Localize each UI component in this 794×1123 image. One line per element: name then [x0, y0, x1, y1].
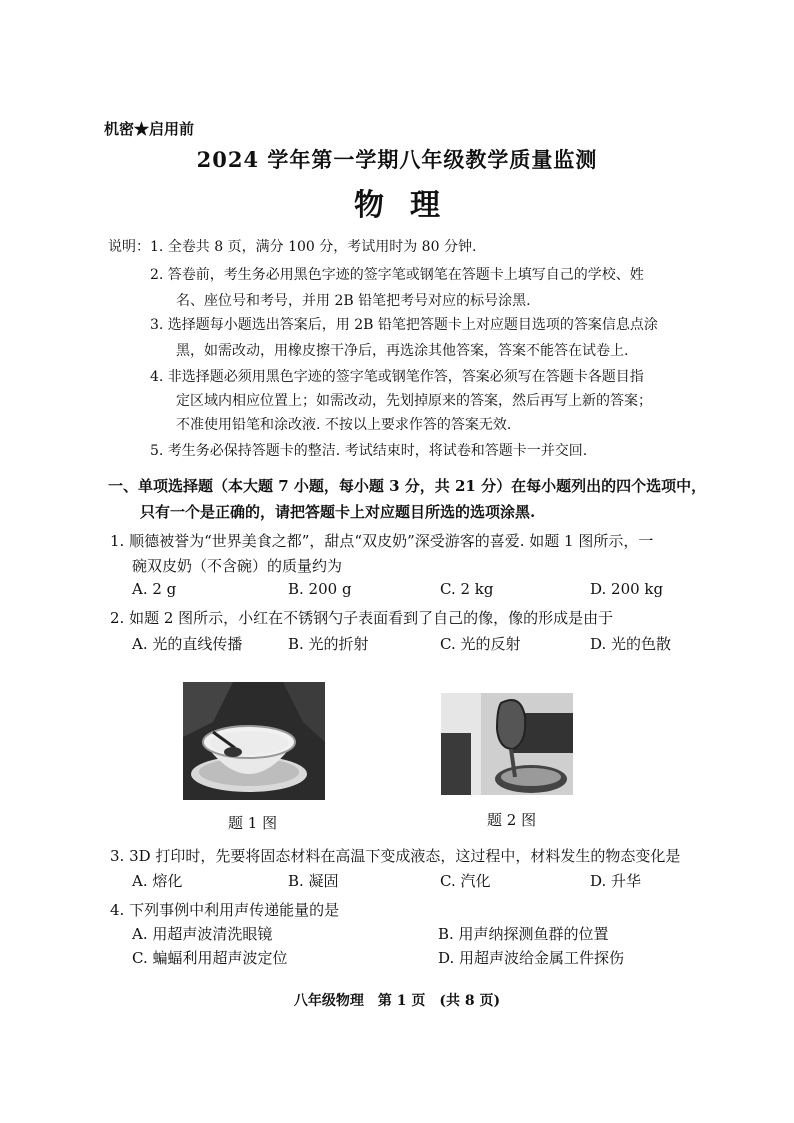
- question-4-stem: 4. 下列事例中利用声传递能量的是: [110, 901, 340, 919]
- q2-option-b: B. 光的折射: [288, 635, 369, 653]
- figure-2-spoon-photo: [441, 693, 573, 795]
- q1-option-c: C. 2 kg: [440, 580, 494, 598]
- question-1-stem: 1. 顺德被誉为“世界美食之都”，甜点“双皮奶”深受游客的喜爱. 如题 1 图所示，一: [110, 532, 654, 550]
- q4-option-d: D. 用超声波给金属工件探伤: [438, 949, 625, 967]
- q1-option-b: B. 200 g: [288, 580, 352, 598]
- confidential-label: 机密★启用前: [104, 120, 195, 138]
- exam-title: 2024 学年第一学期八年级教学质量监测: [196, 147, 598, 172]
- figure-1-bowl-photo: [183, 682, 325, 800]
- q4-option-c: C. 蝙蝠利用超声波定位: [132, 949, 288, 967]
- q2-option-c: C. 光的反射: [440, 635, 521, 653]
- section-heading-cont: 只有一个是正确的，请把答题卡上对应题目所选的选项涂黑.: [140, 503, 536, 521]
- q2-option-a: A. 光的直线传播: [132, 635, 243, 653]
- section-heading: 一、单项选择题（本大题 7 小题，每小题 3 分，共 21 分）在每小题列出的四个选项中，: [108, 477, 707, 495]
- instruction-line: 黑，如需改动，用橡皮擦干净后，再选涂其他答案，答案不能答在试卷上.: [176, 343, 629, 359]
- instruction-line: 名、座位号和考号，并用 2B 铅笔把考号对应的标号涂黑.: [176, 293, 531, 309]
- q1-option-d: D. 200 kg: [590, 580, 664, 598]
- instruction-line: 3. 选择题每小题选出答案后，用 2B 铅笔把答题卡上对应题目选项的答案信息点涂: [150, 317, 658, 333]
- question-1-stem-cont: 碗双皮奶（不含碗）的质量约为: [132, 557, 343, 575]
- subject-title: 物理: [354, 188, 466, 223]
- question-3-stem: 3. 3D 打印时，先要将固态材料在高温下变成液态，这过程中，材料发生的物态变化是: [110, 847, 681, 865]
- q2-option-d: D. 光的色散: [590, 635, 672, 653]
- page-footer: 八年级物理 第 1 页 (共 8 页): [293, 993, 501, 1009]
- q1-option-a: A. 2 g: [132, 580, 177, 598]
- q3-option-d: D. 升华: [590, 872, 642, 890]
- instructions-label: 说明：: [108, 239, 150, 255]
- instruction-line: 1. 全卷共 8 页，满分 100 分，考试用时为 80 分钟.: [150, 239, 477, 255]
- q4-option-b: B. 用声纳探测鱼群的位置: [438, 925, 609, 943]
- instruction-line: 2. 答卷前，考生务必用黑色字迹的签字笔或钢笔在答题卡上填写自己的学校、姓: [150, 267, 644, 283]
- q4-option-a: A. 用超声波清洗眼镜: [132, 925, 273, 943]
- question-2-stem: 2. 如题 2 图所示，小红在不锈钢勺子表面看到了自己的像，像的形成是由于: [110, 609, 614, 627]
- figure-2-caption: 题 2 图: [487, 811, 537, 829]
- instruction-line: 定区域内相应位置上；如需改动，先划掉原来的答案，然后再写上新的答案；: [176, 393, 652, 409]
- q3-option-c: C. 汽化: [440, 872, 491, 890]
- figure-1-caption: 题 1 图: [228, 814, 278, 832]
- q3-option-b: B. 凝固: [288, 872, 339, 890]
- instruction-line: 不准使用铅笔和涂改液. 不按以上要求作答的答案无效.: [176, 417, 512, 433]
- instruction-line: 4. 非选择题必须用黑色字迹的签字笔或钢笔作答，答案必须写在答题卡各题目指: [150, 369, 644, 385]
- instruction-line: 5. 考生务必保持答题卡的整洁. 考试结束时，将试卷和答题卡一并交回.: [150, 443, 588, 459]
- q3-option-a: A. 熔化: [132, 872, 183, 890]
